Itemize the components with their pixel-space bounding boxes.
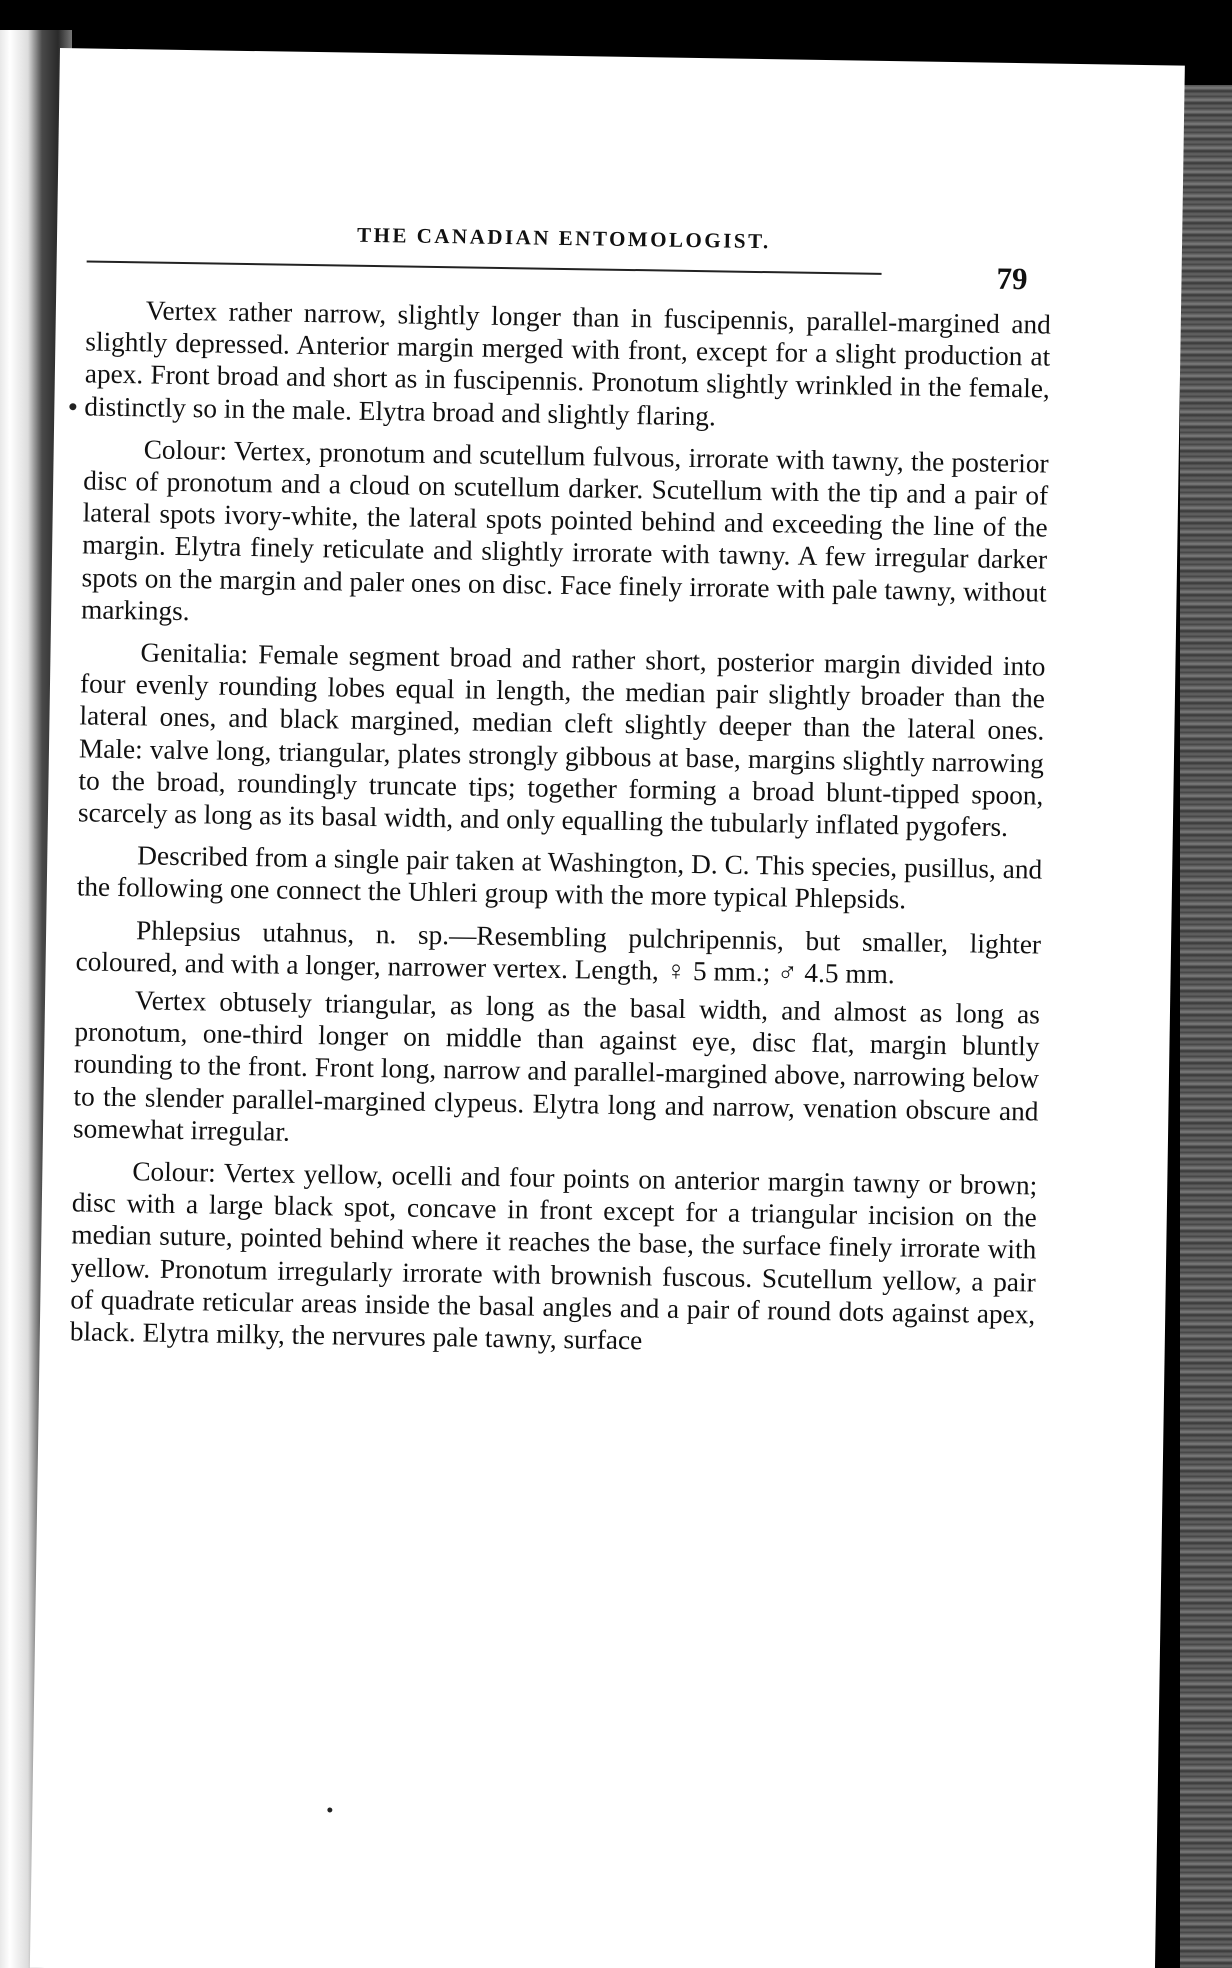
paragraph-utahnus-colour: Colour: Vertex yellow, ocelli and four points on anterior margin tawny or brown; disc with a large black spot, concave in front except for a triangular incision on the median suture, pointed behind where it reaches the base, the surface finely irrorate with yellow. Pronotum irregularly irrorate with brownish fuscous. Scutellum yellow, a pair of quadrate reticular areas inside the basal angles and a pair of round dots against apex, black. Elytra milky, the nervures pale tawny, surface bbox=[69, 1156, 1045, 1356]
header-rule bbox=[87, 260, 882, 274]
body-text bbox=[69, 293, 1058, 1372]
page-stack-edge bbox=[1180, 85, 1232, 1968]
paragraph-genitalia-description: Genitalia: Female segment broad and rather short, posterior margin divided into four evenly rounding lobes equal in length, the median pair slightly broader than the lateral ones, and black margined, median cleft slightly deeper than the lateral ones. Male: valve long, triangular, plates strongly gibbous at base, margins slightly narrowing to the broad, roundingly truncate tips; together forming a broad blunt-tipped spoon, scarcely as long as its basal width, and only equalling the tubularly inflated pygofers. bbox=[77, 637, 1053, 843]
book-page bbox=[30, 48, 1185, 1968]
paragraph-new-species: Phlepsius utahnus, n. sp.—Resembling pulchripennis, but smaller, lighter coloured, and with a longer, narrower vertex. Length, ♀ 5 mm.; ♂ 4.5 mm. bbox=[75, 914, 1049, 990]
ink-speck bbox=[69, 403, 76, 410]
ink-speck bbox=[327, 1807, 332, 1812]
paragraph-utahnus-vertex: Vertex obtusely triangular, as long as the basal width, and almost as long as pronotum, one-third longer on middle than against eye, disc flat, margin bluntly rounding to the front. Front long, narrow and parallel-margined above, narrowing below to the slender parallel-margined clypeus. Elytra long and narrow, venation obscure and somewhat irregular. bbox=[72, 985, 1048, 1147]
page-number: 79 bbox=[996, 260, 1028, 297]
running-head: THE CANADIAN ENTOMOLOGIST. bbox=[356, 222, 771, 254]
paragraph-vertex-description: Vertex rather narrow, slightly longer than in fuscipennis, parallel-margined and slightly depressed. Anterior margin merged with front, except for a slight production at apex. Front broad and short as in fuscipennis. Pronotum slightly wrinkled in the female, distinctly so in the male. Elytra broad and slightly flaring. bbox=[84, 295, 1058, 431]
paragraph-type-locality: Described from a single pair taken at Washington, D. C. This species, pusillus, and the following one connect the Uhleri group with the more typical Phlepsids. bbox=[76, 840, 1050, 915]
paragraph-colour-description: Colour: Vertex, pronotum and scutellum fulvous, irrorate with tawny, the posterior disc of pronotum and a cloud on scutellum darker. Scutellum with the tip and a pair of lateral spots ivory-white, the lateral spots pointed behind and exceeding the line of the margin. Elytra finely reticulate and slightly irrorate with tawny. A few irregular darker spots on the margin and paler ones on disc. Face finely irrorate with pale tawny, without markings. bbox=[80, 434, 1056, 626]
